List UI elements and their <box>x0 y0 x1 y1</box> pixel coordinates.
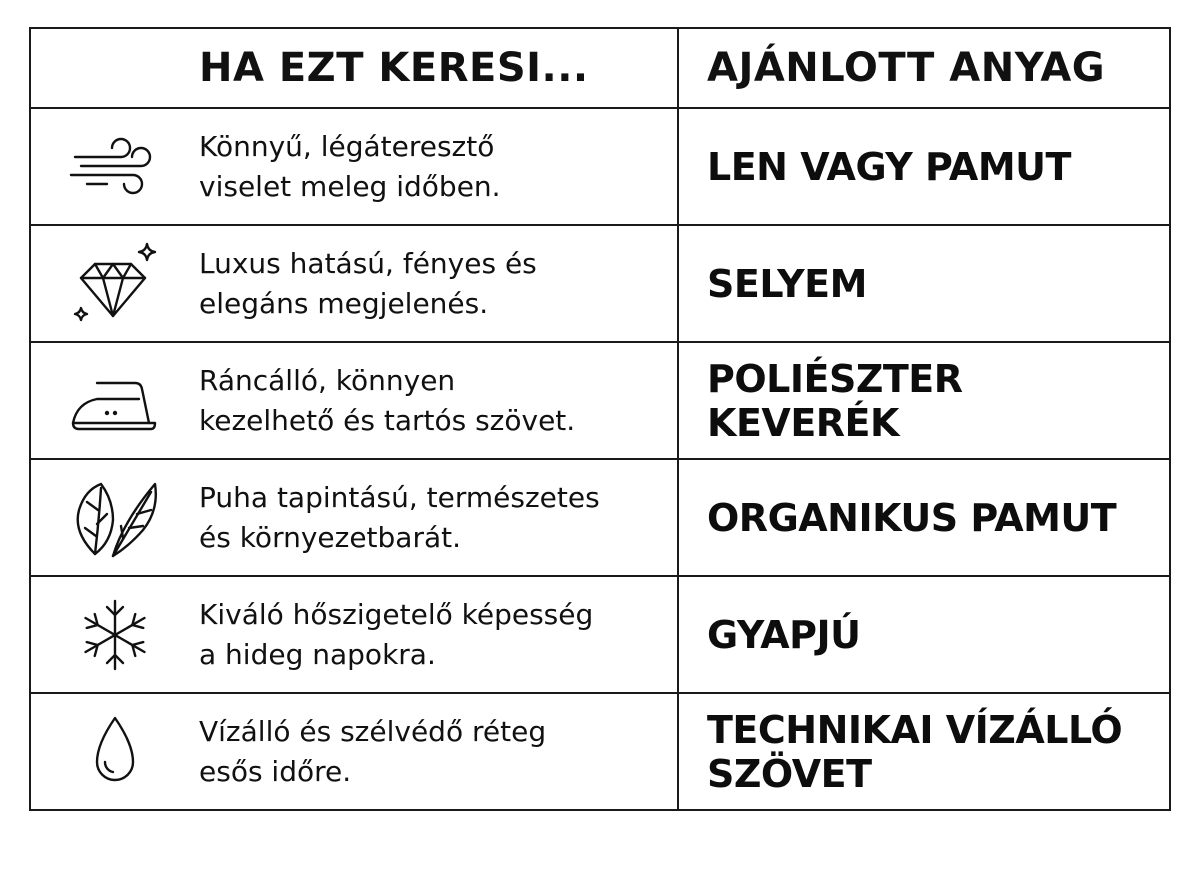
table-row <box>31 109 1169 226</box>
table-row <box>31 343 1169 460</box>
row-material: ORGANIKUS PAMUT <box>707 495 1117 540</box>
fabric-recommendation-table <box>29 27 1171 811</box>
leaf-feather-icon <box>31 460 199 575</box>
row-material: GYAPJÚ <box>707 612 861 657</box>
header-material-label: AJÁNLOTT ANYAG <box>707 45 1106 91</box>
row-description: Luxus hatású, fényes és elegáns megjelenés. <box>199 246 537 320</box>
iron-icon <box>31 343 199 458</box>
row-description: Kiváló hőszigetelő képesség a hideg napokra. <box>199 597 594 671</box>
table-header-row <box>31 29 1169 109</box>
row-material: POLIÉSZTER KEVERÉK <box>707 356 963 445</box>
water-drop-icon <box>31 694 199 809</box>
table-row <box>31 460 1169 577</box>
row-description: Könnyű, légáteresztő viselet meleg időben. <box>199 129 501 203</box>
row-description: Puha tapintású, természetes és környezetbarát. <box>199 480 600 554</box>
wind-icon <box>31 109 199 224</box>
row-description: Ráncálló, könnyen kezelhető és tartós szövet. <box>199 363 576 437</box>
table-row <box>31 694 1169 809</box>
table-row <box>31 226 1169 343</box>
column-divider <box>677 29 679 809</box>
row-material: LEN VAGY PAMUT <box>707 144 1071 189</box>
row-material: TECHNIKAI VÍZÁLLÓ SZÖVET <box>707 707 1123 796</box>
header-search-label: HA EZT KERESI... <box>199 45 589 91</box>
snowflake-icon <box>31 577 199 692</box>
row-material: SELYEM <box>707 261 867 306</box>
diamond-icon <box>31 226 199 341</box>
table-row <box>31 577 1169 694</box>
row-description: Vízálló és szélvédő réteg esős időre. <box>199 714 547 788</box>
